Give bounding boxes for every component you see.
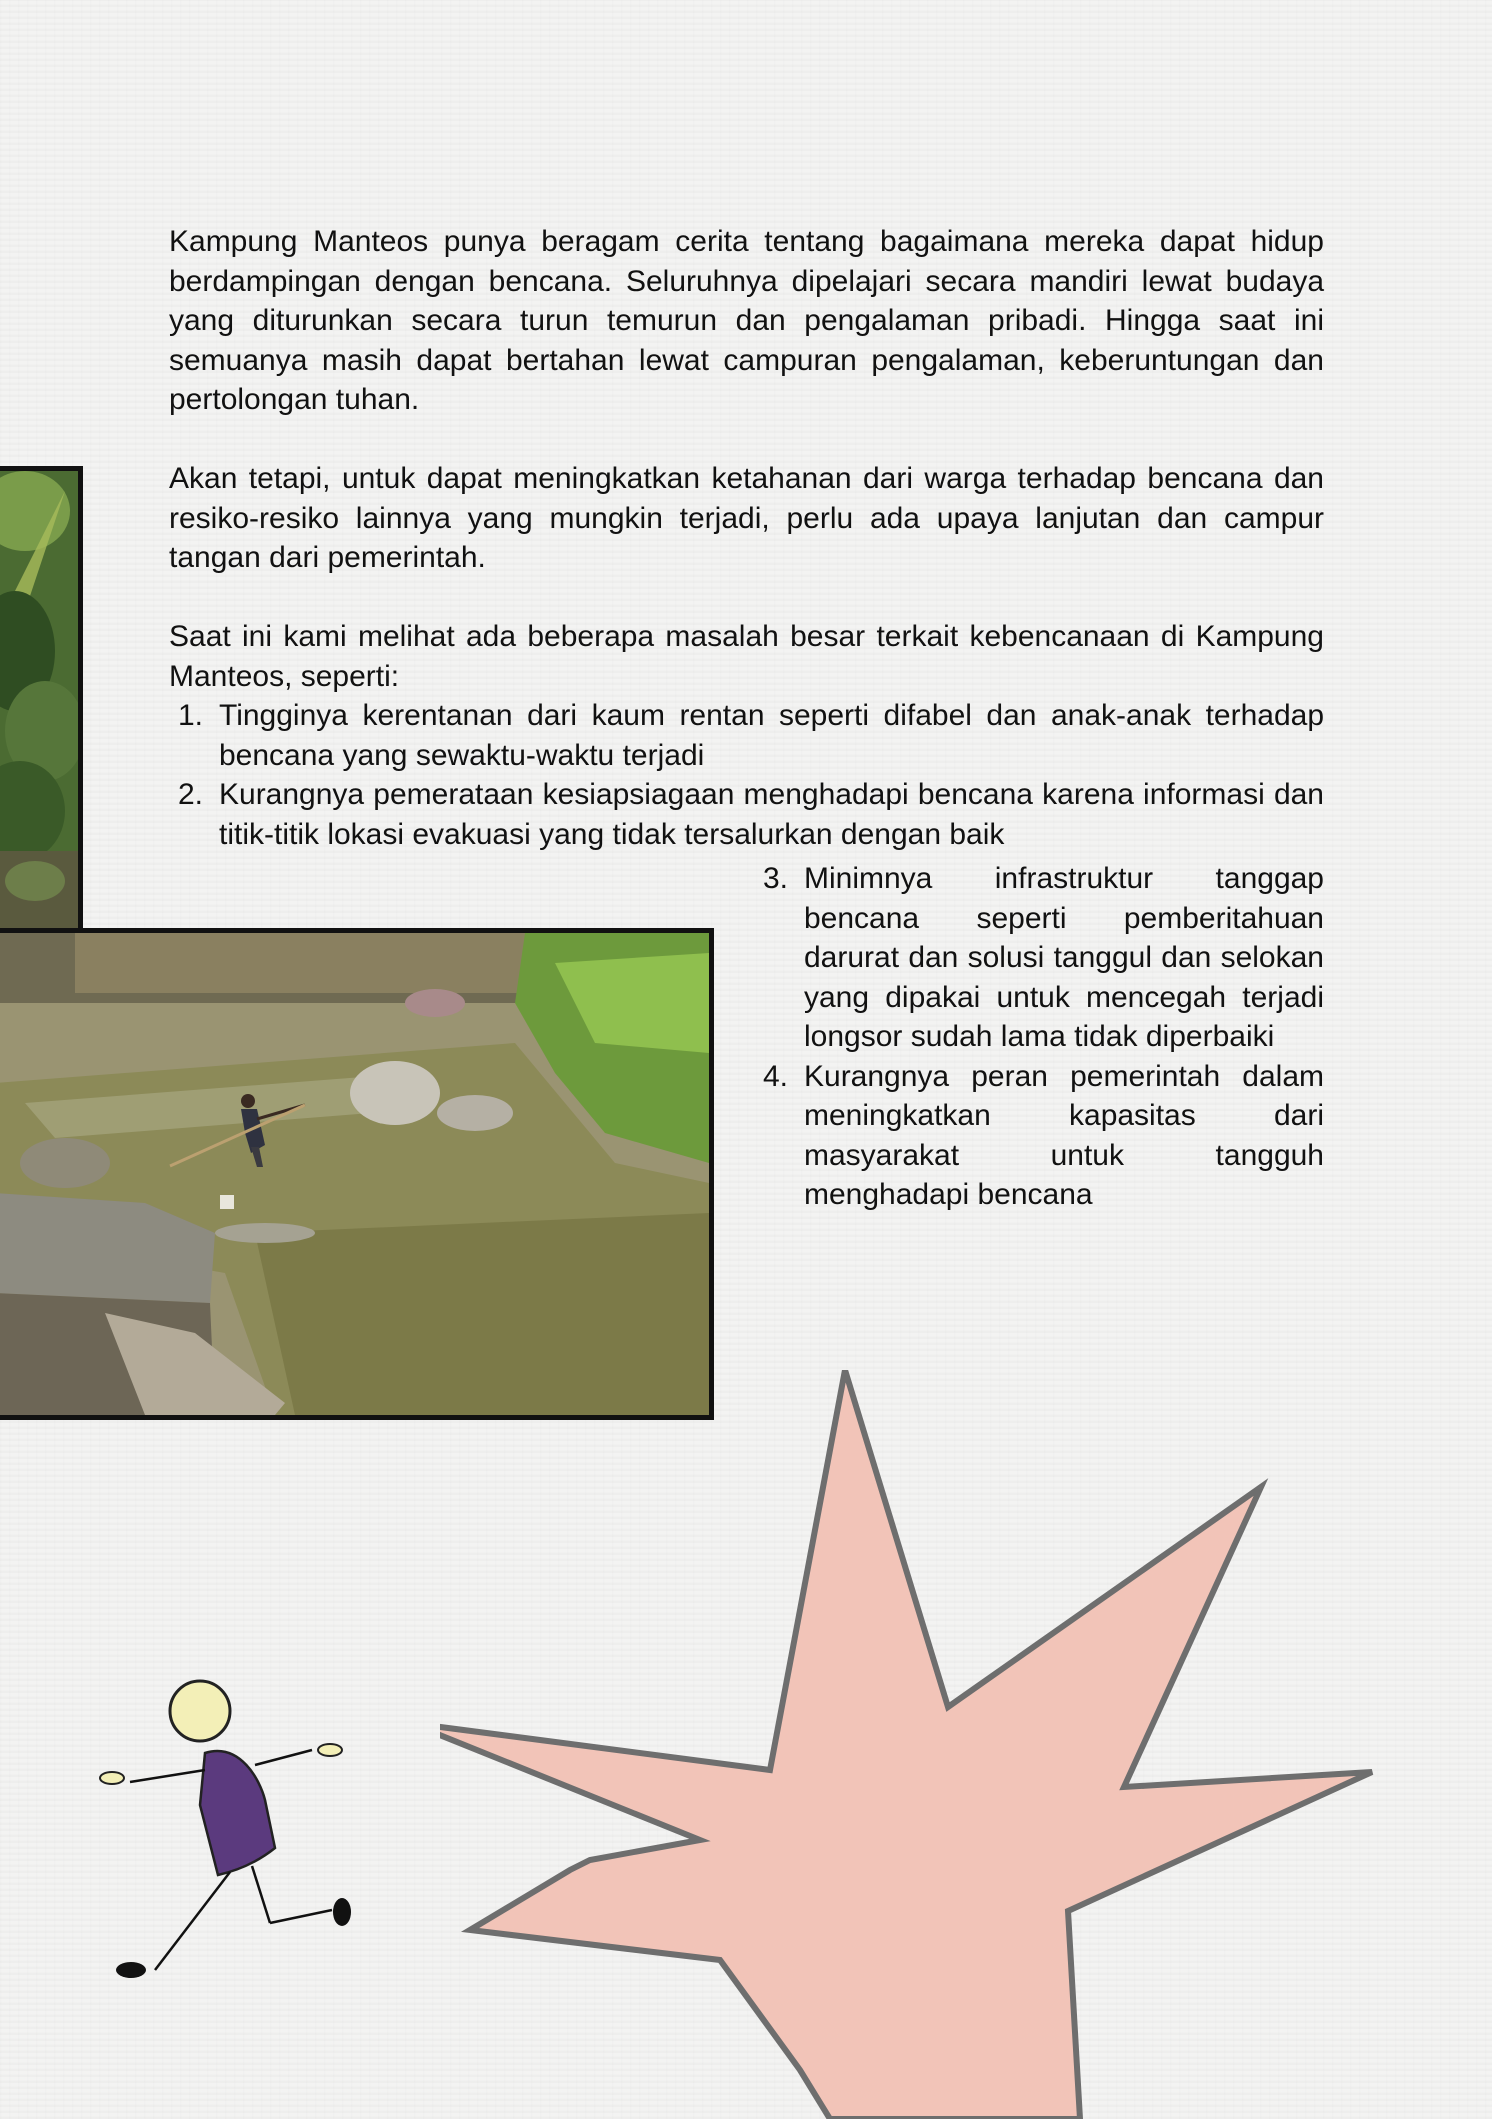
decorative-star-shape — [440, 1370, 1492, 2119]
government-paragraph: Akan tetapi, untuk dapat meningkatkan ketahanan dari warga terhadap bencana dan resiko-resiko lainnya yang mungkin terjadi, perlu ada upaya lanjutan dan campur tangan dari pemerintah. — [169, 462, 1324, 574]
star-polygon — [440, 1370, 1372, 2119]
list-item-text: Minimnya infrastruktur tanggap bencana seperti pemberitahuan darurat dan solusi tanggul dan selokan yang dipakai untuk mencegah terjadi longsor sudah lama tidak diperbaiki — [804, 862, 1324, 1053]
intro-paragraph: Kampung Manteos punya beragam cerita tentang bagaimana mereka dapat hidup berdampingan dengan bencana. Seluruhnya dipelajari secara mandiri lewat budaya yang diturunkan secara turun temurun dan pengalaman pribadi. Hingga saat ini semuanya masih dapat bertahan lewat campuran pengalaman, keberuntungan dan pertolongan tuhan. — [169, 225, 1324, 416]
list-item-number: 3. — [763, 862, 789, 895]
problems-intro-paragraph: Saat ini kami melihat ada beberapa masalah besar terkait kebencanaan di Kampung Manteos, seperti: — [169, 620, 1324, 693]
problem-list-bottom — [763, 859, 1324, 1215]
list-item-number: 2. — [178, 778, 204, 811]
list-item-text: Kurangnya peran pemerintah dalam meningkatkan kapasitas dari masyarakat untuk tangguh menghadapi bencana — [804, 1059, 1324, 1211]
problem-list-top — [178, 696, 1324, 854]
forest-photo-illustration — [0, 471, 78, 928]
forest-photo — [0, 466, 83, 933]
list-item — [763, 1057, 1324, 1215]
list-item-text: Tingginya kerentanan dari kaum rentan seperti difabel dan anak-anak terhadap bencana yang sewaktu-waktu terjadi — [219, 699, 1324, 772]
list-item-number: 1. — [178, 699, 204, 732]
list-item — [178, 775, 1324, 854]
list-item-number: 4. — [763, 1059, 789, 1093]
list-item-text: Kurangnya pemerataan kesiapsiagaan menghadapi bencana karena informasi dan titik-titik lokasi evakuasi yang tidak tersalurkan dengan baik — [219, 778, 1324, 851]
list-item — [763, 859, 1324, 1057]
list-item — [178, 696, 1324, 775]
running-stick-figure-icon — [90, 1670, 370, 1990]
river-photo — [0, 928, 714, 1420]
river-photo-illustration — [0, 933, 709, 1415]
